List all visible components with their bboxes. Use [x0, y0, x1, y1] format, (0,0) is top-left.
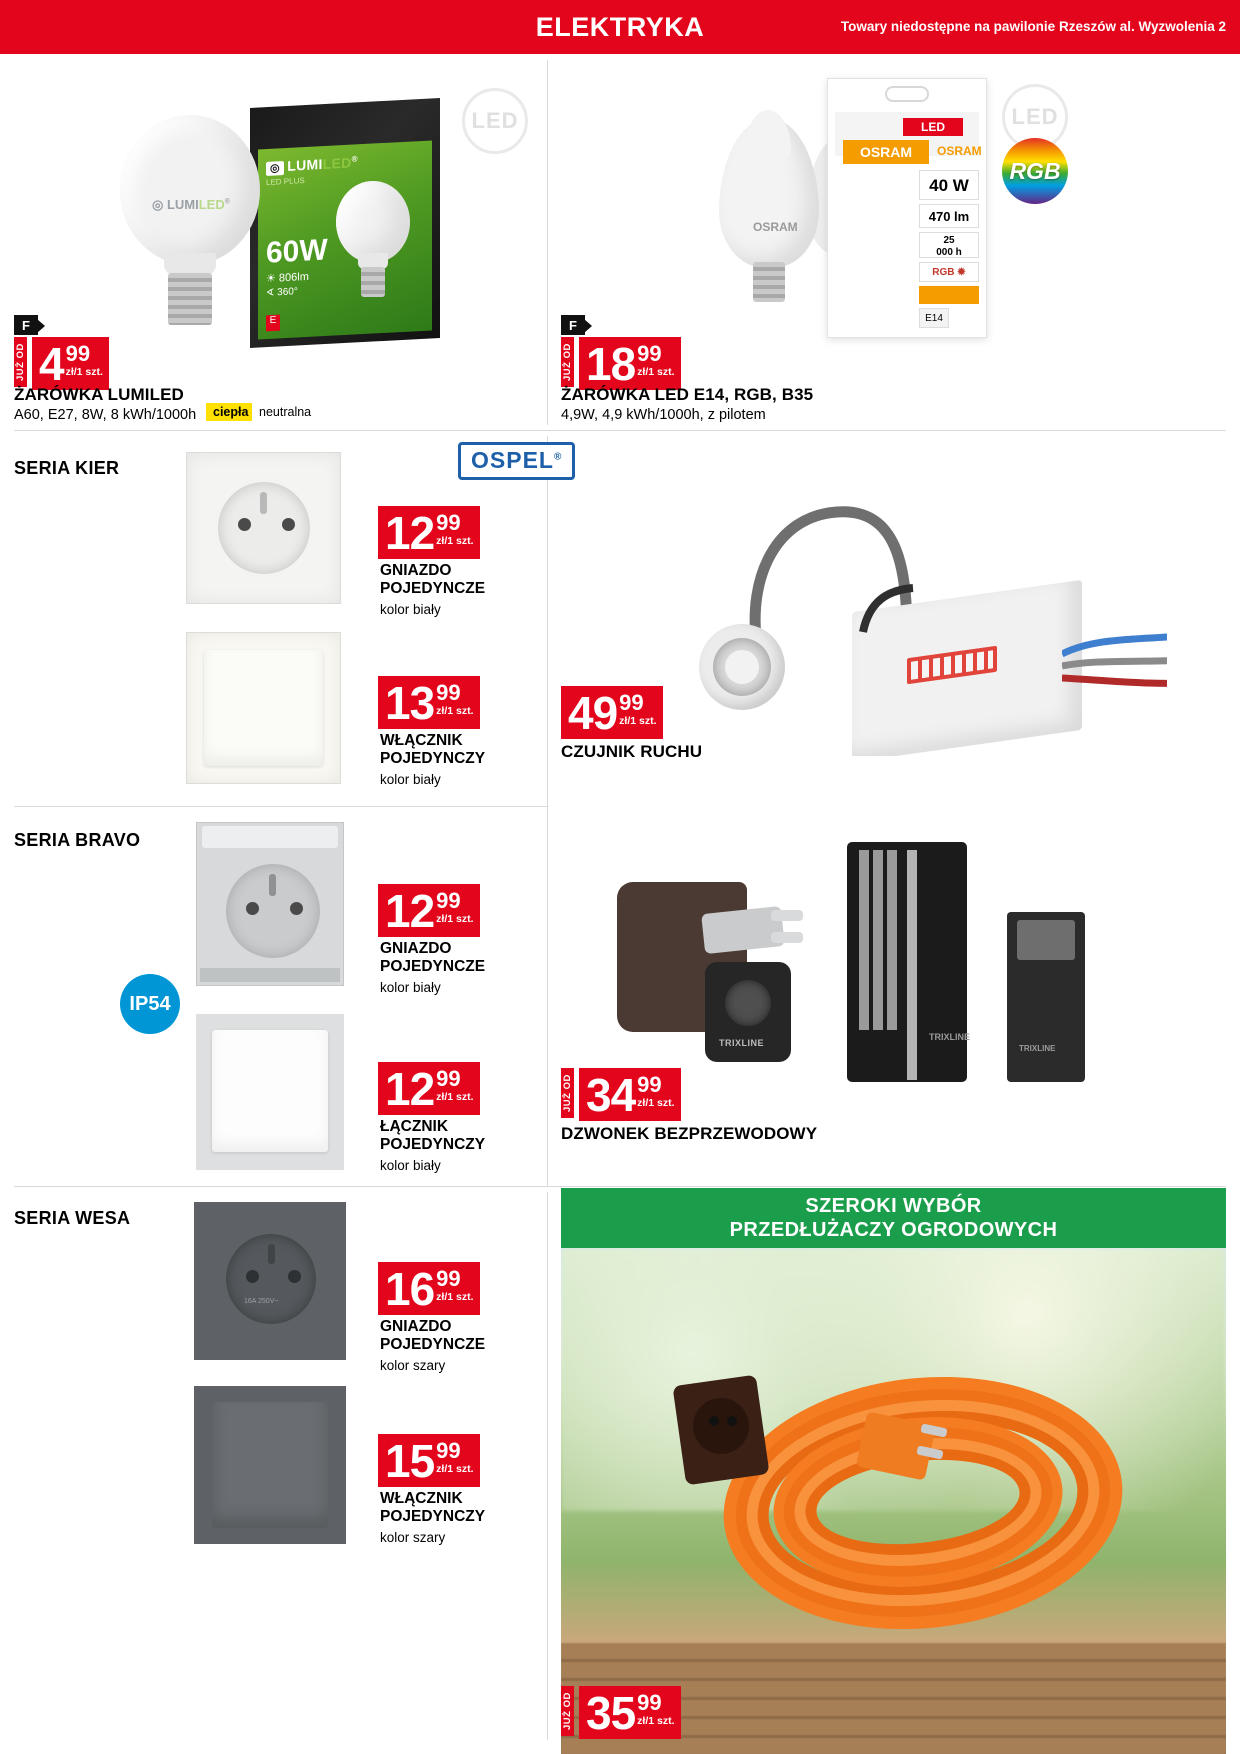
- price-decimal: 99: [436, 510, 461, 535]
- page-header: [0, 0, 1240, 54]
- price-integer: 12: [385, 507, 435, 559]
- price-integer: 15: [385, 1435, 435, 1487]
- item-name-line1: WŁĄCZNIK: [380, 1490, 463, 1507]
- price-unit: zł/1 szt.: [436, 1463, 474, 1475]
- price-tag-bravo-switch: [378, 1062, 480, 1115]
- price-integer: 49: [568, 687, 618, 739]
- divider: [14, 806, 547, 807]
- item-color: kolor biały: [380, 772, 441, 787]
- divider: [14, 1186, 1226, 1187]
- price-tag-bravo-socket: [378, 884, 480, 937]
- price-decimal: 99: [637, 1072, 662, 1097]
- item-color: kolor szary: [380, 1530, 446, 1545]
- product-image-e14: LED OSRAM OSRAM 40 W 470 lm 25 000 h RGB ✹ E14 OSRAM: [657, 70, 1077, 370]
- ospel-logo: OSPEL®: [458, 442, 575, 480]
- price-tag-wesa-socket: [378, 1262, 480, 1315]
- price-decimal: 99: [436, 1066, 461, 1091]
- price-integer: 16: [385, 1263, 435, 1315]
- price-integer: 12: [385, 885, 435, 937]
- promo-banner: [561, 1188, 1226, 1248]
- product-zarowka-led-e14[interactable]: [547, 60, 1240, 430]
- series-title: SERIA BRAVO: [14, 830, 141, 850]
- price-decimal: 99: [436, 1438, 461, 1463]
- price-tag-wesa-switch: [378, 1434, 480, 1487]
- chip-neutralna: neutralna: [252, 403, 318, 421]
- item-name-line1: GNIAZDO: [380, 940, 452, 957]
- product-image-lumiled: ◎ LUMILED® LED PLUS 60W ☀ 806lm ∢ 360° E ◎ LUMILED®: [100, 85, 450, 375]
- series-seria-wesa: [0, 1192, 547, 1752]
- price-decimal: 99: [436, 680, 461, 705]
- price-unit: zł/1 szt.: [619, 715, 657, 727]
- product-image-czujnik: [607, 456, 1167, 756]
- price-unit: zł/1 szt.: [637, 1715, 675, 1727]
- price-integer: 34: [586, 1069, 636, 1121]
- ip54-badge: IP54: [120, 974, 180, 1034]
- item-name-line2: POJEDYNCZE: [380, 1336, 486, 1353]
- price-decimal: 99: [637, 1690, 662, 1715]
- item-color: kolor biały: [380, 1158, 441, 1173]
- product-image-dzwonek: TRIXLINE TRIXLINE TRIXLINE: [607, 832, 1167, 1092]
- availability-note: Towary niedostępne na pawilonie Rzeszów al. Wyzwolenia 2: [840, 19, 1226, 34]
- product-image-bravo-socket: [190, 818, 350, 990]
- price-prefix: JUŻ OD: [561, 337, 574, 387]
- product-image-wesa-switch: [186, 1382, 356, 1548]
- price-tag-promo: [579, 1686, 681, 1739]
- price-tag-dzwonek: [579, 1068, 681, 1121]
- led-badge-icon: LED: [462, 88, 528, 154]
- product-subtitle: 4,9W, 4,9 kWh/1000h, z pilotem: [561, 407, 766, 423]
- price-unit: zł/1 szt.: [436, 1291, 474, 1303]
- promo-line1: SZEROKI WYBÓR: [805, 1195, 982, 1217]
- item-name-line2: POJEDYNCZY: [380, 1136, 486, 1153]
- promo-line2: PRZEDŁUŻACZY OGRODOWYCH: [729, 1219, 1058, 1241]
- price-unit: zł/1 szt.: [65, 366, 103, 378]
- product-title: ŻARÓWKA LUMILED: [14, 385, 184, 404]
- price-integer: 13: [385, 677, 435, 729]
- energy-label-icon: F: [14, 315, 38, 335]
- item-name-line1: ŁĄCZNIK: [380, 1118, 449, 1135]
- product-title: ŻARÓWKA LED E14, RGB, B35: [561, 385, 814, 404]
- price-tag-kier-socket: [378, 506, 480, 559]
- price-decimal: 99: [619, 690, 644, 715]
- price-integer: 35: [586, 1687, 636, 1739]
- rgb-badge-icon: RGB: [1002, 138, 1068, 204]
- price-unit: zł/1 szt.: [436, 1091, 474, 1103]
- item-name-line1: GNIAZDO: [380, 1318, 452, 1335]
- price-prefix: JUŻ OD: [561, 1686, 574, 1736]
- series-title: SERIA KIER: [14, 458, 120, 478]
- product-subtitle: A60, E27, 8W, 8 kWh/1000h: [14, 407, 197, 423]
- product-image-bravo-switch: [190, 1010, 350, 1174]
- item-name-line1: GNIAZDO: [380, 562, 452, 579]
- product-czujnik-ruchu[interactable]: [547, 436, 1240, 806]
- product-image-wesa-socket: 16A 250V~: [186, 1198, 356, 1364]
- led-badge-icon: LED: [1002, 84, 1068, 150]
- price-decimal: 99: [436, 1266, 461, 1291]
- series-seria-bravo: [0, 812, 547, 1186]
- item-name-line2: POJEDYNCZE: [380, 580, 486, 597]
- price-tag-czujnik: [561, 686, 663, 739]
- product-title: DZWONEK BEZPRZEWODOWY: [561, 1124, 818, 1143]
- price-prefix: JUŻ OD: [561, 1068, 574, 1118]
- item-name-line1: WŁĄCZNIK: [380, 732, 463, 749]
- divider: [547, 1192, 548, 1740]
- price-integer: 12: [385, 1063, 435, 1115]
- product-image-kier-switch: [178, 628, 348, 788]
- price-tag-lumiled: [32, 337, 109, 390]
- item-name-line2: POJEDYNCZE: [380, 958, 486, 975]
- promo-image: [561, 1248, 1226, 1754]
- price-unit: zł/1 szt.: [436, 705, 474, 717]
- price-unit: zł/1 szt.: [436, 535, 474, 547]
- price-tag-e14: [579, 337, 681, 390]
- series-title: SERIA WESA: [14, 1208, 131, 1228]
- product-zarowka-lumiled[interactable]: [0, 60, 547, 430]
- chip-ciepla: ciepła: [206, 403, 255, 421]
- item-color: kolor szary: [380, 1358, 446, 1373]
- product-image-kier-socket: [178, 448, 348, 608]
- price-decimal: 99: [436, 888, 461, 913]
- page-title: ELEKTRYKA: [535, 12, 705, 42]
- product-dzwonek-bezprzewodowy[interactable]: [547, 812, 1240, 1186]
- energy-label-icon: F: [561, 315, 585, 335]
- series-seria-kier: [0, 436, 563, 806]
- product-title: CZUJNIK RUCHU: [561, 742, 703, 761]
- item-name-line2: POJEDYNCZY: [380, 1508, 486, 1525]
- item-color: kolor biały: [380, 980, 441, 995]
- price-unit: zł/1 szt.: [637, 366, 675, 378]
- price-unit: zł/1 szt.: [637, 1097, 675, 1109]
- divider: [14, 430, 1226, 431]
- price-unit: zł/1 szt.: [436, 913, 474, 925]
- price-integer: 4: [39, 338, 64, 390]
- item-name-line2: POJEDYNCZY: [380, 750, 486, 767]
- price-decimal: 99: [637, 341, 662, 366]
- price-decimal: 99: [65, 341, 91, 366]
- item-color: kolor biały: [380, 602, 441, 617]
- price-prefix: JUŻ OD: [14, 337, 27, 387]
- price-integer: 18: [586, 338, 636, 390]
- promo-przedluzacze[interactable]: [561, 1188, 1226, 1754]
- price-tag-kier-switch: [378, 676, 480, 729]
